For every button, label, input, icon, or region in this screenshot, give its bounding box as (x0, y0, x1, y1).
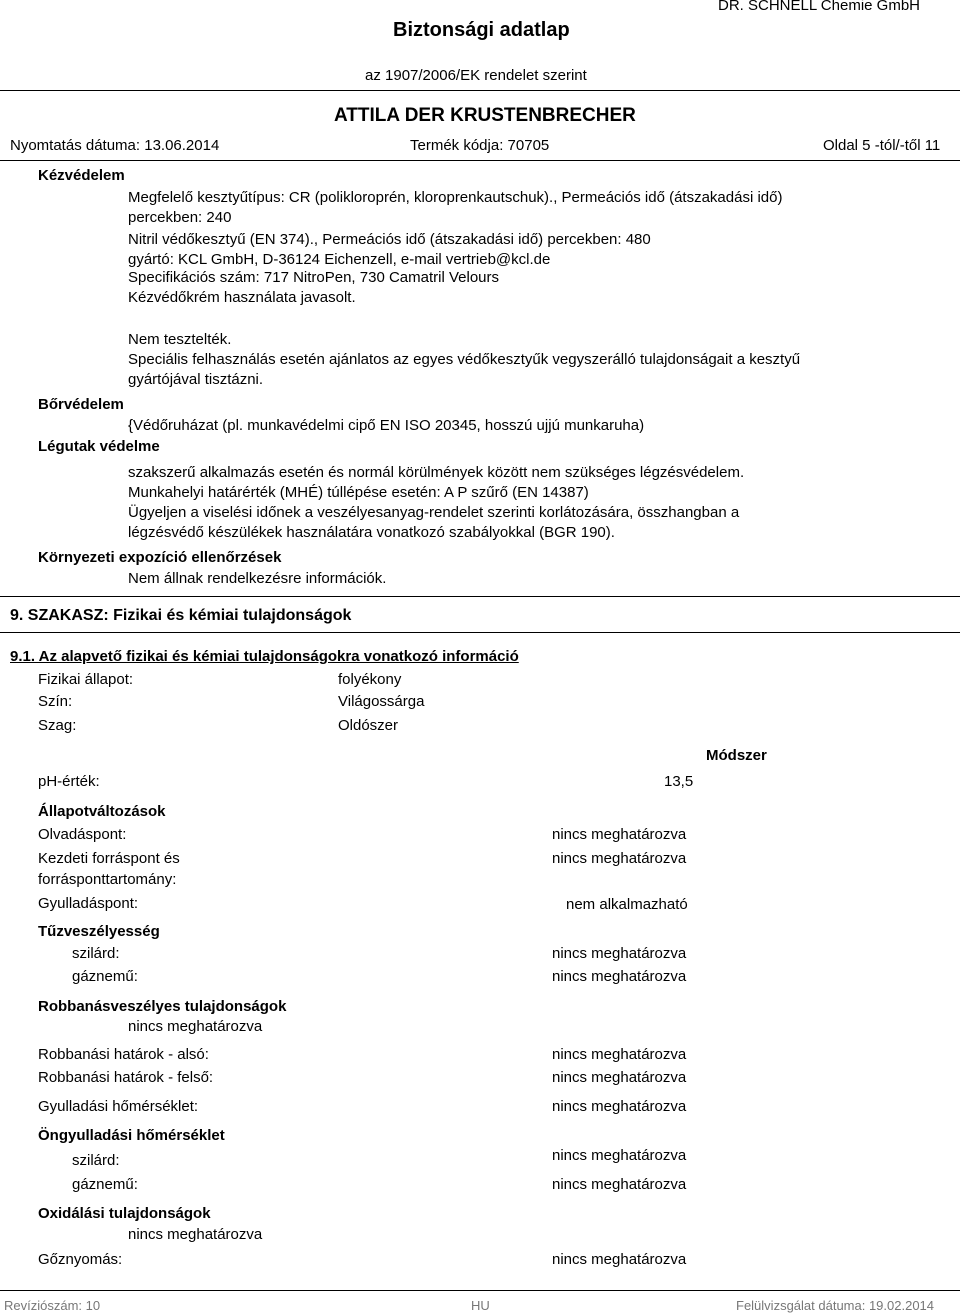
oxidizing-heading: Oxidálási tulajdonságok (38, 1205, 211, 1222)
hand-line: Nitril védőkesztyű (EN 374)., Permeációs idő (átszakadási idő) percekben: 480 (128, 231, 651, 248)
melting-label: Olvadáspont: (38, 826, 127, 843)
lower-limit-label: Robbanási határok - alsó: (38, 1046, 209, 1063)
boiling-label-2: forrásponttartomány: (38, 871, 177, 888)
melting-value: nincs meghatározva (552, 826, 687, 843)
skin-protection-text: {Védőruházat (pl. munkavédelmi cipő EN ISO 20345, hosszú ujjú munkaruha) (128, 417, 645, 434)
ph-label: pH-érték: (38, 773, 100, 790)
explosive-value: nincs meghatározva (128, 1018, 263, 1035)
si-solid-label: szilárd: (72, 1152, 120, 1169)
odor-value: Oldószer (338, 717, 399, 734)
upper-limit-label: Robbanási határok - felső: (38, 1069, 214, 1086)
gas-label: gáznemű: (72, 968, 138, 985)
company-name: DR. SCHNELL Chemie GmbH (718, 0, 920, 14)
section-divider-bottom (0, 632, 960, 633)
respiratory-protection-heading: Légutak védelme (38, 438, 160, 455)
ignition-value: nincs meghatározva (552, 1098, 687, 1115)
ignition-label: Gyulladási hőmérséklet: (38, 1098, 199, 1115)
flammability-heading: Tűzveszélyesség (38, 923, 160, 940)
print-date: Nyomtatás dátuma: 13.06.2014 (10, 137, 220, 154)
odor-label: Szag: (38, 717, 77, 734)
resp-line: szakszerű alkalmazás esetén és normál körülmények között nem szükséges légzésvédelem. (128, 464, 745, 481)
si-gas-label: gáznemű: (72, 1176, 138, 1193)
self-ignition-heading: Öngyulladási hőmérséklet (38, 1127, 225, 1144)
resp-line: légzésvédő készülékek használatára vonatkozó szabályokkal (BGR 190). (128, 524, 615, 541)
physical-state-value: folyékony (338, 671, 402, 688)
hand-line: Megfelelő kesztyűtípus: CR (polikloroprén, kloroprenkautschuk)., Permeációs idő (átszakadási idő) (128, 189, 783, 206)
footer-divider (0, 1290, 960, 1291)
boiling-label-1: Kezdeti forráspont és (38, 850, 180, 867)
si-solid-value: nincs meghatározva (552, 1147, 687, 1164)
hand-line: Nem tesztelték. (128, 331, 232, 348)
color-value: Világossárga (338, 693, 425, 710)
environmental-text: Nem állnak rendelkezésre információk. (128, 570, 387, 587)
vapor-label: Gőznyomás: (38, 1251, 123, 1268)
product-name: ATTILA DER KRUSTENBRECHER (334, 105, 636, 126)
regulation: az 1907/2006/EK rendelet szerint (365, 67, 587, 84)
skin-protection-heading: Bőrvédelem (38, 396, 124, 413)
review-date: Felülvizsgálat dátuma: 19.02.2014 (736, 1298, 935, 1313)
explosive-heading: Robbanásveszélyes tulajdonságok (38, 998, 287, 1015)
upper-limit-value: nincs meghatározva (552, 1069, 687, 1086)
resp-line: Munkahelyi határérték (MHÉ) túllépése esetén: A P szűrő (EN 14387) (128, 484, 589, 501)
resp-line: Ügyeljen a viselési időnek a veszélyesanyag-rendelet szerinti korlátozására, összhangban a (128, 504, 740, 521)
solid-value: nincs meghatározva (552, 945, 687, 962)
color-label: Szín: (38, 693, 73, 710)
method-header: Módszer (706, 747, 767, 764)
language-code: HU (471, 1298, 490, 1313)
hand-protection-heading: Kézvédelem (38, 167, 125, 184)
page-number: Oldal 5 -tól/-től 11 (823, 137, 941, 154)
flash-value: nem alkalmazható (566, 896, 688, 913)
hand-line: gyártójával tisztázni. (128, 371, 264, 388)
header-divider-2 (0, 160, 960, 161)
flash-label: Gyulladáspont: (38, 895, 139, 912)
product-code: Termék kódja: 70705 (410, 137, 550, 154)
physical-state-label: Fizikai állapot: (38, 671, 134, 688)
hand-line: Kézvédőkrém használata javasolt. (128, 289, 356, 306)
revision-number: Revíziószám: 10 (4, 1298, 101, 1313)
section-9-1-heading: 9.1. Az alapvető fizikai és kémiai tulajdonságokra vonatkozó információ (10, 648, 519, 665)
header-divider-1 (0, 90, 960, 91)
gas-value: nincs meghatározva (552, 968, 687, 985)
section-9-heading: 9. SZAKASZ: Fizikai és kémiai tulajdonságok (10, 607, 352, 624)
hand-line: gyártó: KCL GmbH, D-36124 Eichenzell, e-mail vertrieb@kcl.de (128, 251, 551, 268)
hand-line: Specifikációs szám: 717 NitroPen, 730 Camatril Velours (128, 269, 500, 286)
oxidizing-value: nincs meghatározva (128, 1226, 263, 1243)
boiling-value: nincs meghatározva (552, 850, 687, 867)
section-divider-top (0, 596, 960, 597)
hand-line: percekben: 240 (128, 209, 232, 226)
lower-limit-value: nincs meghatározva (552, 1046, 687, 1063)
environmental-heading: Környezeti expozíció ellenőrzések (38, 549, 282, 566)
si-gas-value: nincs meghatározva (552, 1176, 687, 1193)
state-changes-heading: Állapotváltozások (38, 803, 166, 820)
solid-label: szilárd: (72, 945, 120, 962)
hand-line: Speciális felhasználás esetén ajánlatos az egyes védőkesztyűk vegyszerálló tulajdonságait a kesztyű (128, 351, 801, 368)
ph-value: 13,5 (664, 773, 694, 790)
document-title: Biztonsági adatlap (393, 19, 570, 41)
vapor-value: nincs meghatározva (552, 1251, 687, 1268)
